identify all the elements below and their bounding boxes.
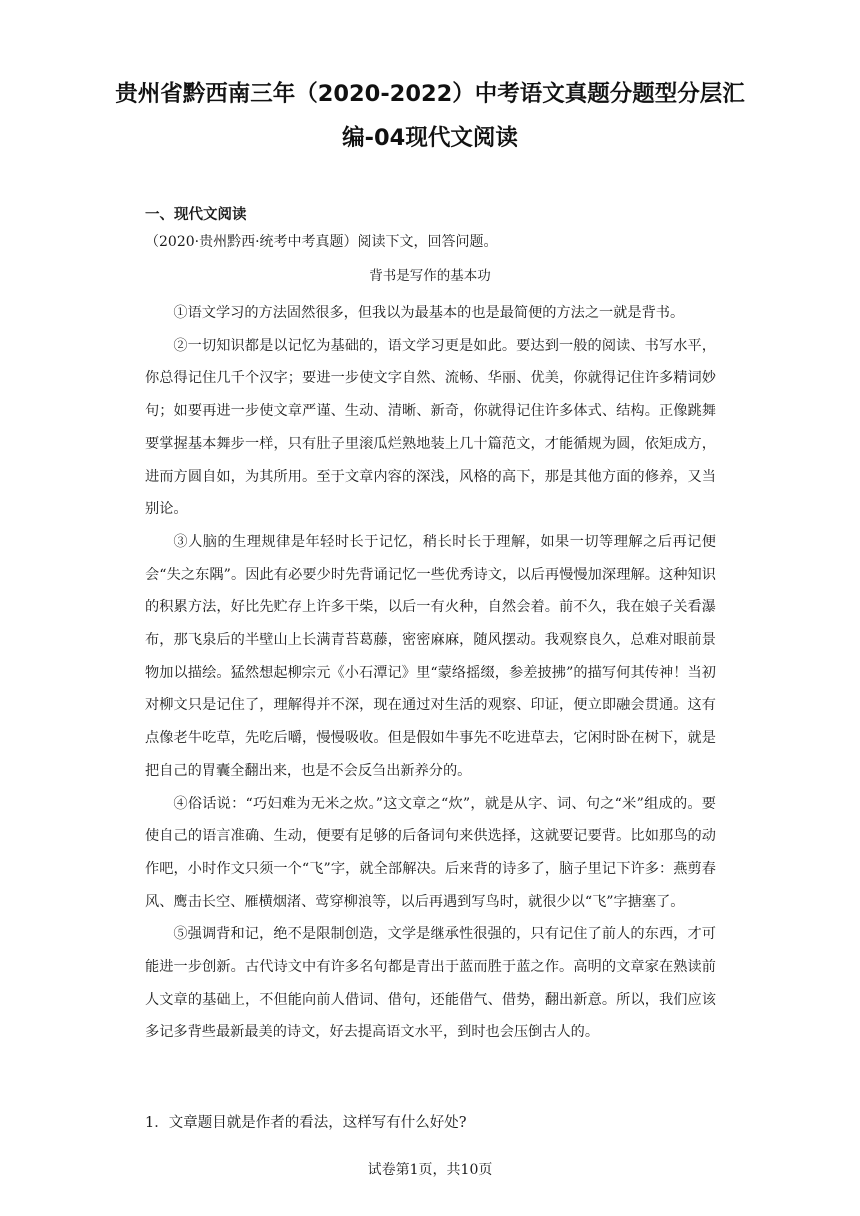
paragraph-5: ⑤强调背和记，绝不是限制创造，文学是继承性很强的，只有记住了前人的东西，才可能进一步创新。古代诗文中有许多名句都是青出于蓝而胜于蓝之作。高明的文章家在熟读前人文章的基础上，不但能向前人借词、借句，还能借气、借势，翻出新意。所以，我们应该多记多背些最新最美的诗文，好去提高语文水平，到时也会压倒古人的。 xyxy=(145,926,716,1041)
source-note: （2020·贵州黔西·统考中考真题）阅读下文，回答问题。 xyxy=(145,234,498,250)
paragraph-2: ②一切知识都是以记忆为基础的，语文学习更是如此。要达到一般的阅读、书写水平，你总得记住几千个汉字；要进一步使文字自然、流畅、华丽、优美，你就得记住许多精词妙句；如要再进一步使文章严谨、生动、清晰、新奇，你就得记住许多体式、结构。正像跳舞要掌握基本舞步一样，只有肚子里滚瓜烂熟地装上几十篇范文，才能循规为圆，依矩成方，进而方圆自如，为其所用。至于文章内容的深浅，风格的高下，那是其他方面的修养，又当别论。 xyxy=(145,337,716,518)
document-title-line-1: 贵州省黔西南三年（2020-2022）中考语文真题分题型分层汇 xyxy=(115,81,745,107)
document-title-line-2: 编-04现代文阅读 xyxy=(342,125,518,151)
paragraph-1: ①语文学习的方法固然很多，但我以为最基本的也是最简便的方法之一就是背书。 xyxy=(173,305,685,321)
article-title: 背书是写作的基本功 xyxy=(369,268,491,284)
section-heading: 一、现代文阅读 xyxy=(145,207,247,223)
page-footer: 试卷第1页，共10页 xyxy=(367,1162,493,1178)
paragraph-3: ③人脑的生理规律是年轻时长于记忆，稍长时长于理解，如果一切等理解之后再记便会“失之东隅”。因此有必要少时先背诵记忆一些优秀诗文，以后再慢慢加深理解。这种知识的积累方法，好比先贮存上许多干柴，以后一有火种，自然会着。前不久，我在娘子关看瀑布，那飞泉后的半壁山上长满青苔葛藤，密密麻麻，随风摆动。我观察良久，总难对眼前景物加以描绘。猛然想起柳宗元《小石潭记》里“蒙络摇缀，参差披拂”的描写何其传神！当初对柳文只是记住了，理解得并不深，现在通过对生活的观察、印证，便立即融会贯通。这有点像老牛吃草，先吃后嚼，慢慢吸收。但是假如牛事先不吃进草去，它闲时卧在树下，就是把自己的胃囊全翻出来，也是不会反刍出新养分的。 xyxy=(145,533,716,779)
article-body xyxy=(145,297,716,1049)
question-1: 1．文章题目就是作者的看法，这样写有什么好处? xyxy=(145,1115,467,1131)
paragraph-4: ④俗话说：“巧妇难为无米之炊。”这文章之“炊”，就是从字、词、句之“米”组成的。要使自己的语言准确、生动，便要有足够的后备词句来供选择，这就要记要背。比如那鸟的动作吧，小时作文只须一个“飞”字，就全部解决。后来背的诗多了，脑子里记下许多：燕剪春风、鹰击长空、雁横烟渚、莺穿柳浪等，以后再遇到写鸟时，就很少以“飞”字搪塞了。 xyxy=(145,795,716,910)
